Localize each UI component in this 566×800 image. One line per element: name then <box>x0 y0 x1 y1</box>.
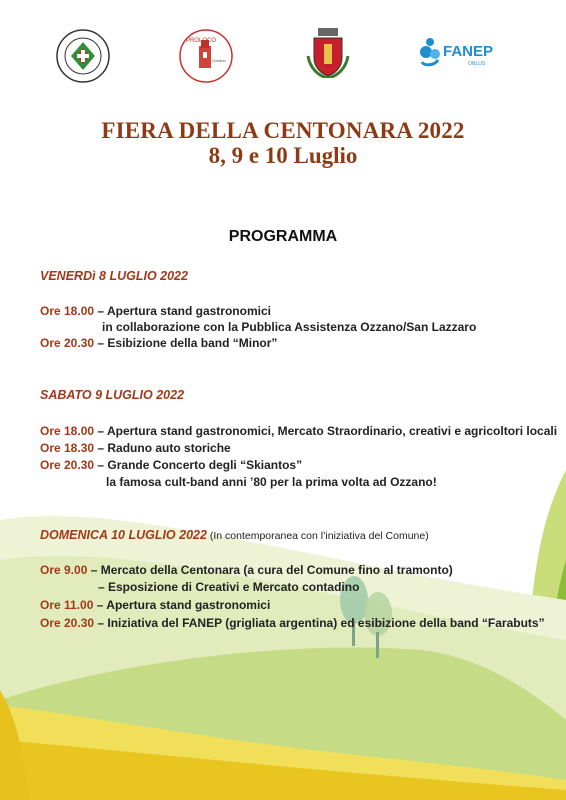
schedule-row <box>40 563 453 577</box>
fanep-logo <box>418 34 508 70</box>
schedule-row <box>40 458 302 472</box>
schedule-text: – Raduno auto storiche <box>94 441 231 455</box>
svg-text:PROLOCO: PROLOCO <box>186 38 217 44</box>
schedule-row <box>40 441 231 455</box>
proloco-logo <box>178 28 234 84</box>
schedule-continuation: in collaborazione con la Pubblica Assistenza Ozzano/San Lazzaro <box>102 320 477 334</box>
schedule-row <box>40 304 271 318</box>
schedule-text: – Esibizione della band “Minor” <box>94 336 278 350</box>
event-dates: 8, 9 e 10 Luglio <box>208 143 358 168</box>
svg-text:FANEP: FANEP <box>443 43 494 60</box>
schedule-row <box>40 336 277 350</box>
svg-text:ONLUS: ONLUS <box>468 61 486 67</box>
schedule-row <box>40 424 557 438</box>
schedule-row <box>40 598 270 612</box>
day-heading-label: DOMENICA 10 LUGLIO 2022 <box>40 528 207 542</box>
schedule-time: Ore 18.30 <box>40 441 95 455</box>
schedule-time: Ore 11.00 <box>40 598 94 612</box>
schedule-continuation: la famosa cult-band anni ’80 per la prima volta ad Ozzano! <box>106 475 437 489</box>
day-heading-note: (In contemporanea con l’iniziativa del Comune) <box>206 530 429 542</box>
programma-heading: PROGRAMMA <box>228 228 338 245</box>
schedule-continuation: – Esposizione di Creativi e Mercato contadino <box>98 580 360 594</box>
day-heading-saturday: SABATO 9 LUGLIO 2022 <box>40 388 185 402</box>
schedule-time: Ore 20.30 <box>40 458 95 472</box>
schedule-text: – Apertura stand gastronomici <box>94 304 271 318</box>
event-title: FIERA DELLA CENTONARA 2022 <box>101 118 465 143</box>
schedule-row <box>40 616 545 630</box>
schedule-text: – Iniziativa del FANEP (grigliata argentina) ed esibizione della band “Farabuts” <box>94 616 545 630</box>
day-heading-sunday <box>40 528 429 542</box>
schedule-time: Ore 18.00 <box>40 304 95 318</box>
schedule-time: Ore 20.30 <box>40 336 95 350</box>
schedule-text: – Apertura stand gastronomici, Mercato Straordinario, creativi e agricoltori locali <box>94 424 558 438</box>
schedule-text: – Apertura stand gastronomici <box>93 598 271 612</box>
schedule-time: Ore 9.00 <box>40 563 88 577</box>
comune-crest-logo <box>304 26 352 78</box>
schedule-time: Ore 20.30 <box>40 616 95 630</box>
schedule-text: – Mercato della Centonara (a cura del Comune fino al tramonto) <box>87 563 453 577</box>
svg-text:Ozzano: Ozzano <box>212 58 226 63</box>
schedule-text: – Grande Concerto degli “Skiantos” <box>94 458 303 472</box>
pubblica-assistenza-logo <box>55 28 111 84</box>
schedule-time: Ore 18.00 <box>40 424 95 438</box>
day-heading-friday: VENERDì 8 LUGLIO 2022 <box>40 269 188 283</box>
